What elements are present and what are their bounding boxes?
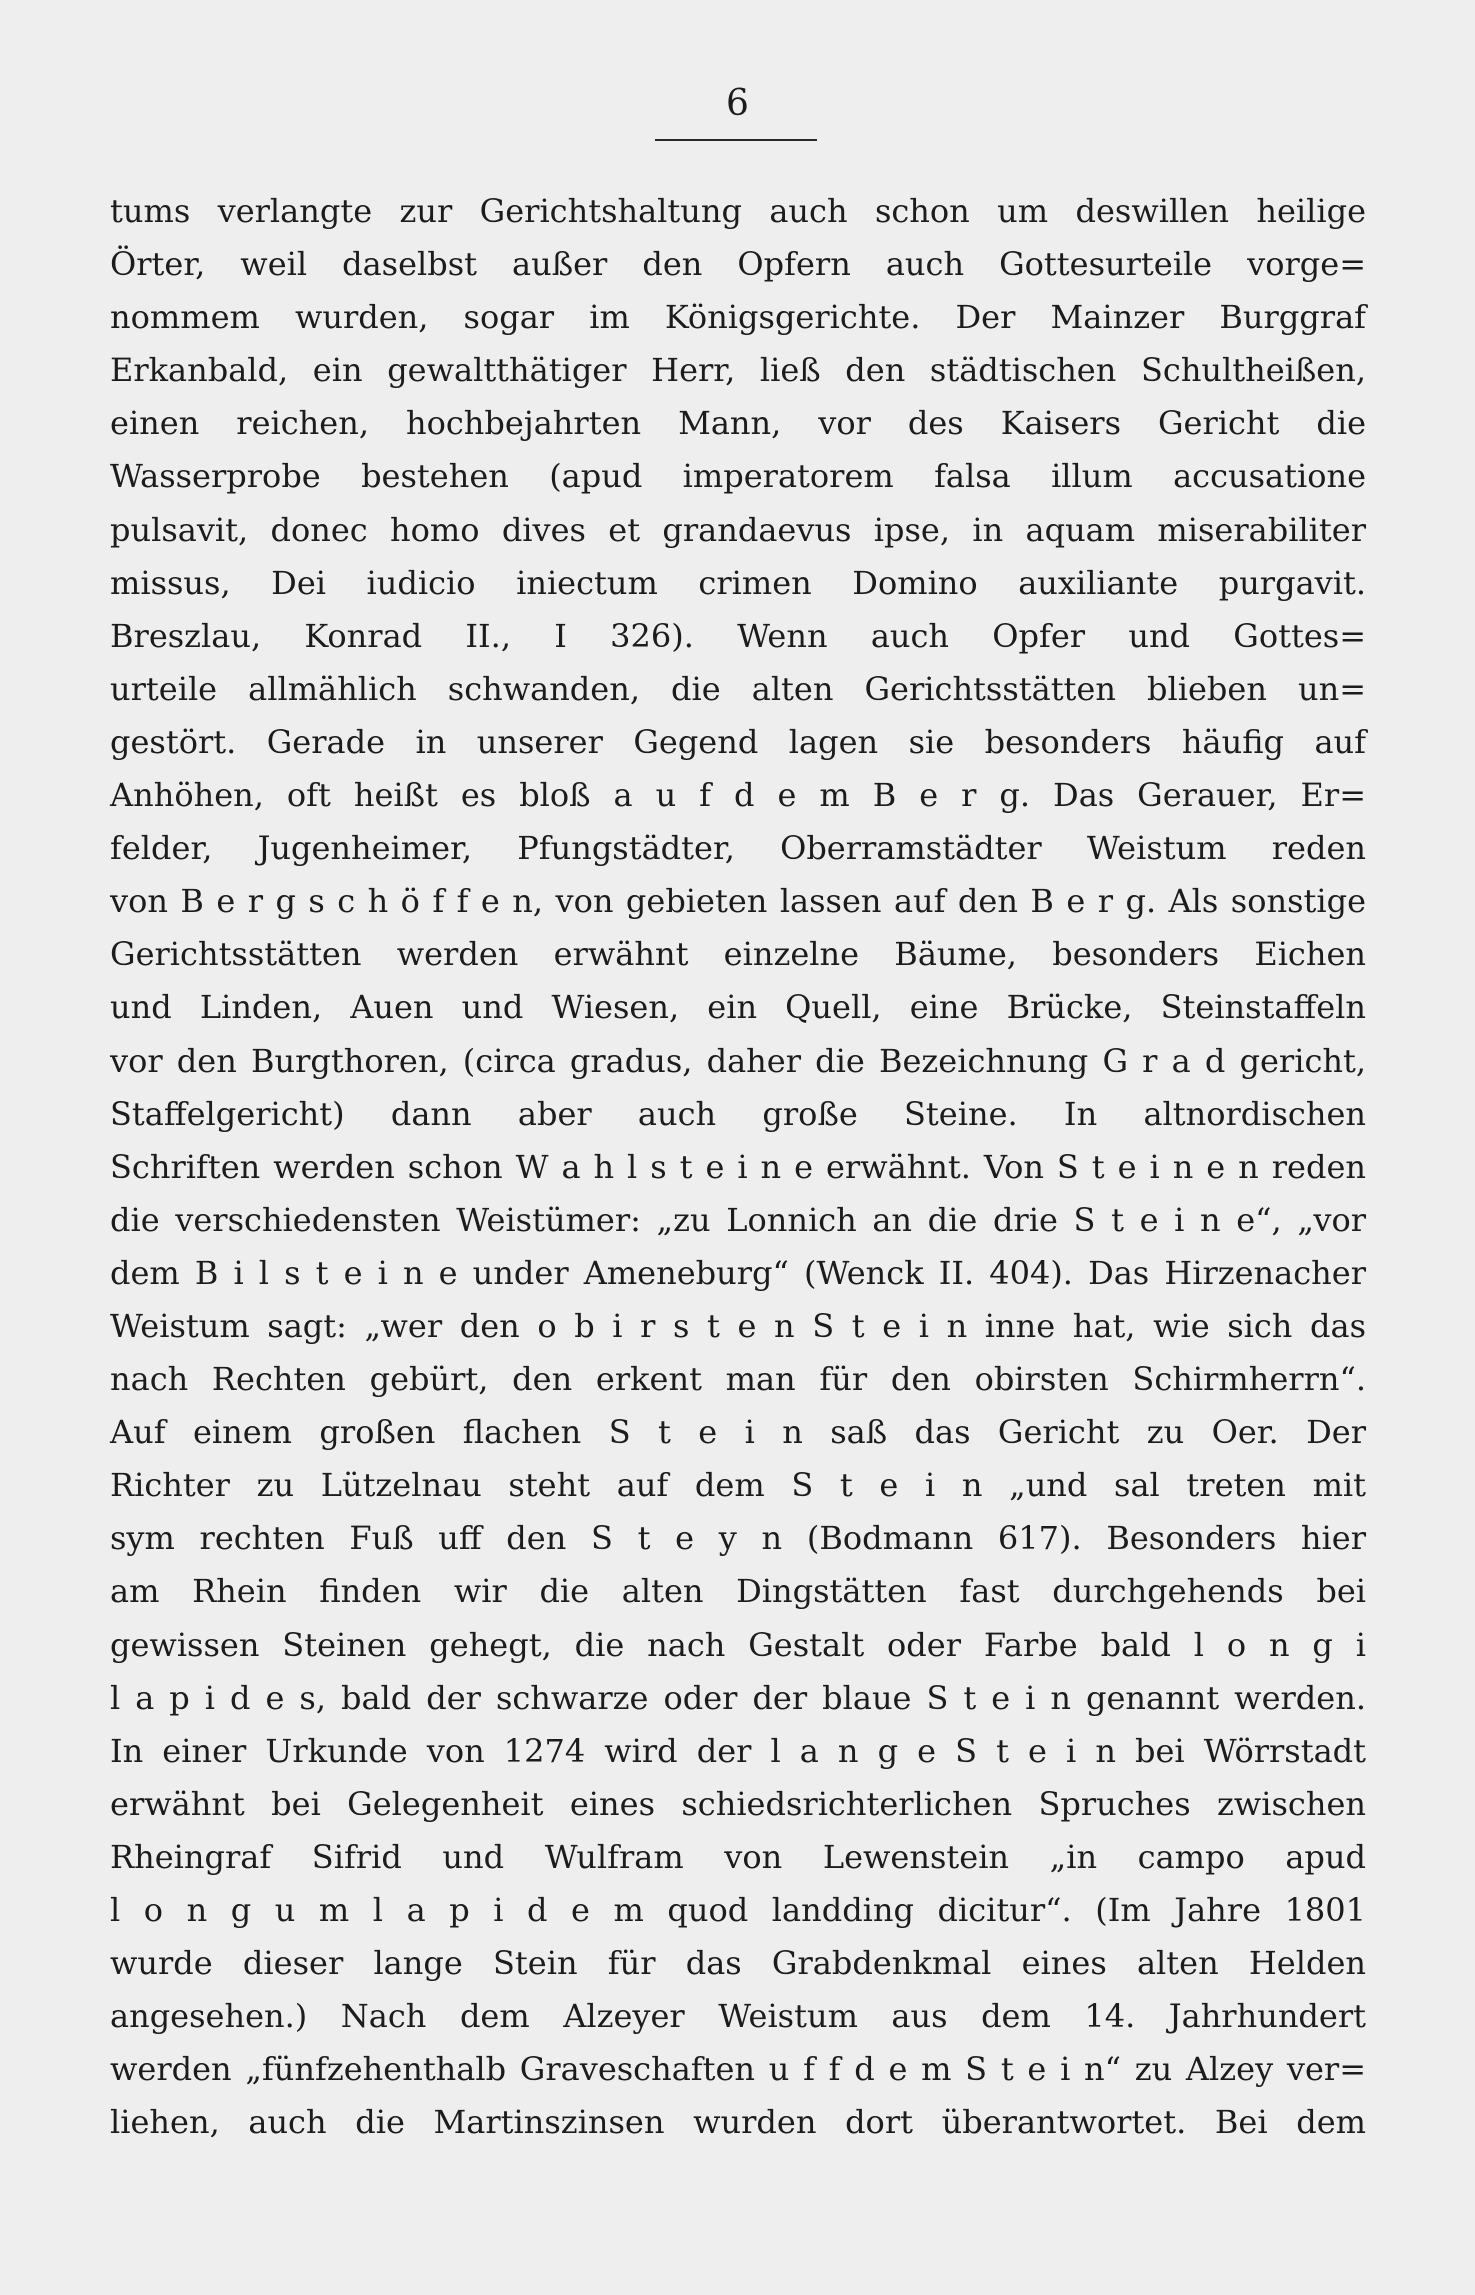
- text-line: urteile allmählich schwanden, die alten Gerichtsstätten blieben un=: [110, 669, 1366, 708]
- text-line: die verschiedensten Weistümer: „zu Lonnich an die drie S t e i n e“, „vor: [110, 1200, 1366, 1239]
- page-number: 6: [726, 83, 749, 124]
- text-line: werden „fünfzehenthalb Graveschaften u f f d e m S t e i n“ zu Alzey ver=: [110, 2050, 1366, 2089]
- text-line: In einer Urkunde von 1274 wird der l a n g e S t e i n bei Wörrstadt: [110, 1731, 1366, 1770]
- text-line: Erkanbald, ein gewaltthätiger Herr, ließ den städtischen Schultheißen,: [110, 351, 1366, 390]
- header-rule: [655, 139, 817, 141]
- text-line: einen reichen, hochbejahrten Mann, vor des Kaisers Gericht die: [110, 404, 1366, 443]
- text-line: angesehen.) Nach dem Alzeyer Weistum aus dem 14. Jahrhundert: [110, 1997, 1366, 2036]
- text-line: und Linden, Auen und Wiesen, ein Quell, eine Brücke, Steinstaffeln: [110, 988, 1366, 1027]
- text-line: Anhöhen, oft heißt es bloß a u f d e m B e r g. Das Gerauer, Er=: [110, 776, 1366, 815]
- text-line: Breszlau, Konrad II., I 326). Wenn auch Opfer und Gottes=: [110, 616, 1366, 655]
- text-line: Rheingraf Sifrid und Wulfram von Lewenstein „in campo apud: [110, 1837, 1366, 1876]
- text-line: erwähnt bei Gelegenheit eines schiedsrichterlichen Spruches zwischen: [110, 1784, 1366, 1823]
- text-line: tums verlangte zur Gerichtshaltung auch schon um deswillen heilige: [110, 192, 1366, 230]
- text-line: dem B i l s t e i n e under Ameneburg“ (Wenck II. 404). Das Hirzenacher: [110, 1253, 1366, 1292]
- text-line: sym rechten Fuß uff den S t e y n (Bodmann 617). Besonders hier: [110, 1519, 1366, 1558]
- text-line: Wasserprobe bestehen (apud imperatorem falsa illum accusatione: [110, 457, 1366, 496]
- text-line: l a p i d e s, bald der schwarze oder der blaue S t e i n genannt werden.: [110, 1678, 1366, 1717]
- text-line: Weistum sagt: „wer den o b i r s t e n S t e i n inne hat, wie sich das: [110, 1306, 1366, 1345]
- text-line: liehen, auch die Martinszinsen wurden dort überantwortet. Bei dem: [110, 2103, 1366, 2142]
- text-line: wurde dieser lange Stein für das Grabdenkmal eines alten Helden: [110, 1944, 1366, 1983]
- text-line: Schriften werden schon W a h l s t e i n e erwähnt. Von S t e i n e n reden: [110, 1147, 1366, 1186]
- text-line: Gerichtsstätten werden erwähnt einzelne Bäume, besonders Eichen: [110, 935, 1366, 974]
- text-line: am Rhein finden wir die alten Dingstätten fast durchgehends bei: [110, 1572, 1366, 1611]
- text-line: pulsavit, donec homo dives et grandaevus ipse, in aquam miserabiliter: [110, 510, 1366, 549]
- text-line: Staffelgericht) dann aber auch große Steine. In altnordischen: [110, 1094, 1366, 1133]
- text-line: nommem wurden, sogar im Königsgerichte. Der Mainzer Burggraf: [110, 298, 1366, 337]
- text-line: Auf einem großen flachen S t e i n saß das Gericht zu Oer. Der: [110, 1413, 1366, 1452]
- text-line: nach Rechten gebürt, den erkent man für den obirsten Schirmherrn“.: [110, 1360, 1366, 1399]
- text-line: gewissen Steinen gehegt, die nach Gestalt oder Farbe bald l o n g i: [110, 1625, 1366, 1664]
- text-line: Örter, weil daselbst außer den Opfern auch Gottesurteile vorge=: [110, 245, 1366, 284]
- text-line: Richter zu Lützelnau steht auf dem S t e i n „und sal treten mit: [110, 1466, 1366, 1505]
- body-text: [110, 185, 1366, 2149]
- text-line: l o n g u m l a p i d e m quod landding dicitur“. (Im Jahre 1801: [110, 1891, 1366, 1929]
- text-line: von B e r g s c h ö f f e n, von gebieten lassen auf den B e r g. Als sonstige: [110, 882, 1366, 921]
- text-line: felder, Jugenheimer, Pfungstädter, Oberramstädter Weistum reden: [110, 829, 1366, 868]
- text-line: gestört. Gerade in unserer Gegend lagen sie besonders häufig auf: [110, 722, 1366, 761]
- text-line: vor den Burgthoren, (circa gradus, daher die Bezeichnung G r a d gericht,: [110, 1041, 1366, 1080]
- text-line: missus, Dei iudicio iniectum crimen Domino auxiliante purgavit.: [110, 563, 1366, 602]
